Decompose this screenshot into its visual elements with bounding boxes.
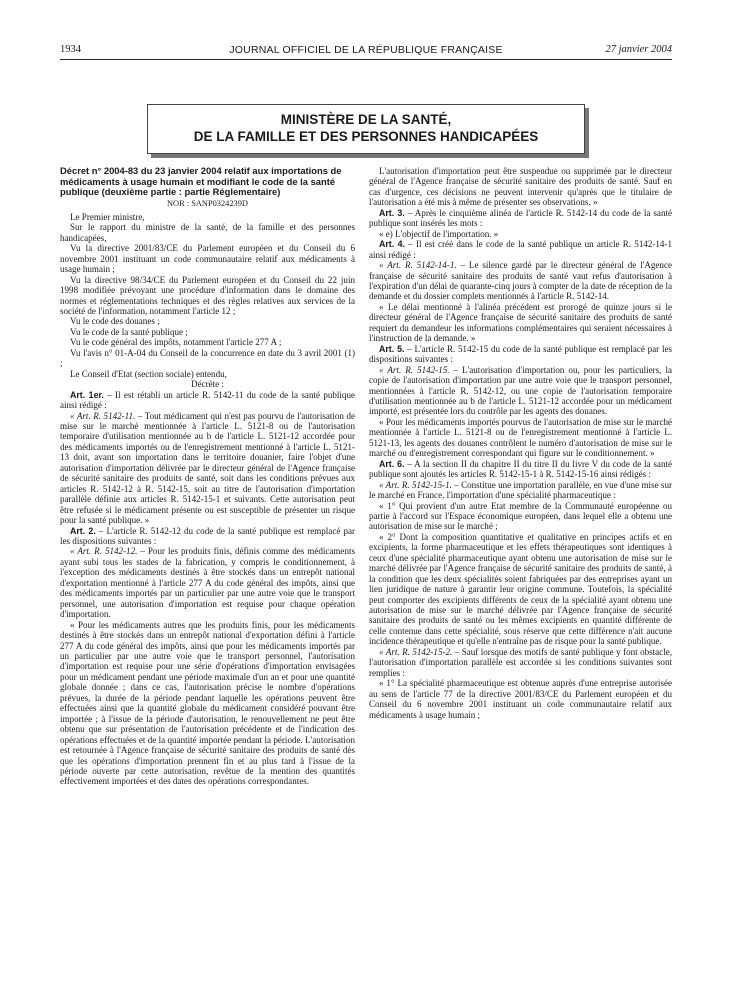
paragraph [60, 222, 355, 243]
article-label: Art. 4. [379, 239, 405, 250]
ministry-line-1: MINISTÈRE DE LA SANTÉ, [280, 112, 452, 127]
article-label: Art. 2. [70, 525, 96, 536]
article-paragraph [369, 208, 672, 229]
paragraph-text: « e) L'objectif de l'importation. » [379, 228, 499, 239]
article-label: Art. 3. [379, 207, 405, 218]
paragraph-text: Le Conseil d'Etat (section sociale) entendu, [70, 368, 227, 379]
paragraph-text: « 2° Dont la composition quantitative et qualitative en principes actifs et en excipients, la forme pharmaceutique et les effets thérapeutiques sont identiques à ceux d'une spécialité pharmaceutique ayant obtenu une autorisation de mise sur le marché délivrée par l'Agence française de sécurité sanitaire des produits de santé, à la condition que les deux spécialités soient fabriquées par des entreprises ayant un lien juridique de nature à garantir leur origine commune. Toutefois, la spécialité peut comporter des excipients différents de ceux de la spécialité ayant obtenu une autorisation de mise sur le marché délivrée par l'Agence française de sécurité sanitaire des produits de santé ou les mêmes excipients en quantité différente de celle contenue dans cette spécialité, sous réserve que cette différence n'ait aucune incidence thérapeutique et qu'elle n'entraîne pas de risque pour la santé publique. [369, 531, 672, 647]
quoted-article-label: « Art. R. 5142-12. [70, 546, 138, 557]
paragraph-text: « 1° La spécialité pharmaceutique est obtenue auprès d'une entreprise autorisée au sens de l'article 77 de la directive 2001/83/CE du Parlement européen et du Conseil du 6 novembre 2001 instituant un code communautaire relatif aux médicaments à usage humain ; [369, 678, 672, 720]
paragraph-text: L'autorisation d'importation peut être suspendue ou supprimée par le directeur général de l'Agence française de sécurité sanitaire des produits de santé. Sauf en cas d'urgence, ces décisions ne peuvent intervenir qu'après que le titulaire de l'autorisation a été mis à même de présenter ses observations. » [369, 166, 672, 208]
article-paragraph [369, 459, 672, 480]
paragraph [60, 369, 355, 379]
paragraph-text: – L'autorisation d'importation ou, pour les particuliers, la copie de l'autorisation d'importation par une autre voie que le transport personnel, mentionnées à l'article R. 5142-12, ou une copie de l'autorisation temporaire d'utilisation mentionnée au b de l'article L. 5121-12 accordée pour un médicament importé, est présentée lors du contrôle par les agents des douanes. [369, 364, 673, 417]
paragraph-text: – A la section II du chapitre II du titre II du livre V du code de la santé publique sont ajoutés les articles R. 5142-15-1 à R. 5142-15-16 ainsi rédigés : [369, 458, 672, 480]
paragraph-text: « Pour les médicaments importés pourvus de l'autorisation de mise sur le marché mentionnée à l'article L. 5121-8 ou de l'enregistrement mentionné à l'article L. 5121-13, les agents des douanes contrôlent le numéro d'autorisation de mise sur le marché ou d'enregistrement correspondant qui figure sur le conditionnement. » [369, 416, 672, 459]
paragraph [60, 212, 355, 222]
issue-date: 27 janvier 2004 [605, 44, 672, 55]
paragraph [369, 532, 672, 647]
paragraph-text: Vu le code des douanes ; [70, 316, 160, 327]
article-label: Art. 6. [379, 458, 405, 469]
paragraph-text: – Il est rétabli un article R. 5142-11 du code de la santé publique ainsi rédigé : [60, 389, 355, 411]
paragraph [60, 348, 355, 369]
paragraph-text: – Le silence gardé par le directeur général de l'Agence française de sécurité sanitaire des produits de santé vaut refus d'autorisation à l'expiration d'un délai de quarante-cinq jours à compter de la date de réception de la demande et du dossier complets mentionnés à l'article R. 5142-14. [369, 260, 672, 302]
decree-enacting-word [60, 379, 355, 389]
journal-title: JOURNAL OFFICIEL DE LA RÉPUBLIQUE FRANÇAISE [229, 44, 503, 56]
paragraph-text: – Tout médicament qui n'est pas pourvu de l'autorisation de mise sur le marché mentionnée à l'article L. 5121-8 ou de l'autorisation temporaire d'utilisation mentionnée au b de l'article L. 5121-12 accordée pour des médicaments importés ou de l'enregistrement mentionné à l'article L. 5121-13 doit, avant son importation dans le territoire douanier, faire l'objet d'une autorisation d'importation délivrée par le directeur général de l'Agence française de sécurité sanitaire des produits de santé, soit dans les conditions prévues aux articles R. 5142-12 à R. 5142-15, soit au titre de l'autorisation d'importation parallèle définie aux articles R. 5142-15-1 et suivants. Cette autorisation peut être refusée si le médicament présente ou est susceptible de présenter un risque pour la santé publique. » [60, 410, 356, 526]
paragraph [60, 243, 355, 274]
quoted-article-label: « Art. R. 5142-15-2. [379, 646, 453, 657]
quoted-article-paragraph [369, 647, 672, 678]
quoted-article-paragraph [369, 365, 672, 417]
quoted-article-label: « Art. R. 5142-11. [70, 410, 136, 421]
quoted-article-label: « Art. R. 5142-15-1. [379, 479, 452, 490]
paragraph-text: « Pour les médicaments autres que les produits finis, pour les médicaments destinés à être stockés dans un entrepôt national d'exportation défini à l'article 277 A du code général des impôts, ainsi que pour les médicaments importés par un particulier par une autre voie que le transport personnel, l'autorisation d'importation est requise pour une série d'opérations d'importation envisagées pour un médicament pendant une période maximale d'un an et pour une quantité globale donnée ; dans ce cas, l'autorisation précise le nombre d'opérations prévues, la durée de la période pendant laquelle les opérations peuvent être effectuées ainsi que la quantité globale du médicament considéré pouvant être importée ; à l'issue de la période d'autorisation, le renouvellement ne peut être obtenu que sur présentation de l'autorisation précédente et de l'indication des opérations effectuées et de la quantité importée pendant la période. L'autorisation est retournée à l'Agence française de sécurité sanitaire des produits de santé dès que les opérations d'importation prennent fin et au plus tard à l'issue de la période ouverte par cette autorisation, revêtue de la mention des quantités effectivement importées et des dates des opérations correspondantes. [60, 619, 355, 787]
right-column [369, 166, 672, 720]
paragraph [60, 327, 355, 337]
paragraph-text: Le Premier ministre, [70, 211, 145, 222]
paragraph-text: « 1° Qui provient d'un autre Etat membre de la Communauté européenne ou partie à l'accord sur l'Espace économique européen, dans lequel elle a obtenu une autorisation de mise sur le marché ; [369, 500, 672, 532]
quoted-article-label: « Art. R. 5142-14-1. [379, 260, 457, 271]
paragraph [60, 337, 355, 347]
paragraph-text: Vu la directive 2001/83/CE du Parlement européen et du Conseil du 6 novembre 2001 instituant un code communautaire relatif aux médicaments à usage humain ; [60, 243, 355, 275]
paragraph [60, 275, 355, 317]
paragraph-text: – Constitue une importation parallèle, en vue d'une mise sur le marché en France, l'importation d'une spécialité pharmaceutique : [369, 479, 672, 501]
paragraph-text: – Après le cinquième alinéa de l'article R. 5142-14 du code de la santé publique sont insérés les mots : [369, 207, 672, 229]
ministry-heading-box [147, 104, 585, 154]
paragraph-text: « Le délai mentionné à l'alinéa précédent est prorogé de quinze jours si le directeur général de l'Agence française de sécurité sanitaire des produits de santé requiert du demandeur les informations complémentaires qui seraient nécessaires à l'instruction de la demande. » [369, 301, 672, 344]
running-header [60, 44, 672, 60]
paragraph-text: Vu le code de la santé publique ; [70, 326, 188, 337]
article-paragraph [369, 239, 672, 260]
paragraph-text: – Sauf lorsque des motifs de santé publique y font obstacle, l'autorisation d'importation parallèle est accordée si les conditions suivantes sont remplies : [369, 646, 672, 678]
paragraph-text: – L'article R. 5142-15 du code de la santé publique est remplacé par les dispositions suivantes : [369, 343, 672, 365]
article-label: Art. 1er. [70, 389, 104, 400]
decree-title: Décret n° 2004-83 du 23 janvier 2004 relatif aux importations de médicaments à usage humain et modifiant le code de la santé publique (deuxième partie : partie Réglementaire) [60, 165, 342, 197]
paragraph-text: Vu le code général des impôts, notamment l'article 277 A ; [70, 337, 282, 348]
page-number: 1934 [60, 44, 81, 55]
paragraph [369, 417, 672, 459]
paragraph [60, 620, 355, 787]
paragraph-text: – Pour les produits finis, définis comme des médicaments ayant subi tous les stades de la fabrication, y compris le conditionnement, à l'exception des médicaments destinés à être stockés dans un entrepôt national d'exportation mentionné à l'article 277 A du code général des impôts, ainsi que des médicaments importés par un particulier par une autre voie que le transport personnel, une autorisation d'importation est requise pour chaque opération d'importation. [60, 546, 356, 620]
ministry-line-2: DE LA FAMILLE ET DES PERSONNES HANDICAPÉES [193, 129, 539, 144]
nor-reference: NOR : SANP0324239D [167, 198, 248, 208]
paragraph-text: Sur le rapport du ministre de la santé, de la famille et des personnes handicapées, [60, 222, 355, 243]
left-column [60, 166, 355, 787]
quoted-article-paragraph [60, 546, 355, 619]
paragraph [60, 316, 355, 326]
paragraph [369, 229, 672, 239]
paragraph-text: Vu la directive 98/34/CE du Parlement européen et du Conseil du 22 juin 1998 modifiée prévoyant une procédure d'information dans le domaine des normes et réglementations techniques et des règles relatives aux services de la société de l'information, notamment l'article 12 ; [60, 274, 355, 317]
article-paragraph [60, 390, 355, 411]
article-label: Art. 5. [379, 343, 405, 354]
paragraph [369, 501, 672, 532]
paragraph-text: – Il est créé dans le code de la santé publique un article R. 5142-14-1 ainsi rédigé : [369, 239, 672, 260]
quoted-article-paragraph [369, 260, 672, 302]
quoted-article-label: « Art. R. 5142-15. [379, 364, 450, 375]
paragraph-text: Décrète : [191, 379, 224, 390]
paragraph [369, 302, 672, 344]
paragraph [369, 166, 672, 208]
paragraph-text: – L'article R. 5142-12 du code de la santé publique est remplacé par les dispositions suivantes : [60, 525, 355, 546]
header-rule [60, 59, 672, 60]
quoted-article-paragraph [369, 480, 672, 501]
paragraph [369, 678, 672, 720]
quoted-article-paragraph [60, 411, 355, 526]
paragraph-text: Vu l'avis n° 01-A-04 du Conseil de la concurrence en date du 3 avril 2001 (1) ; [60, 347, 355, 369]
article-paragraph [369, 344, 672, 365]
article-paragraph [60, 526, 355, 547]
